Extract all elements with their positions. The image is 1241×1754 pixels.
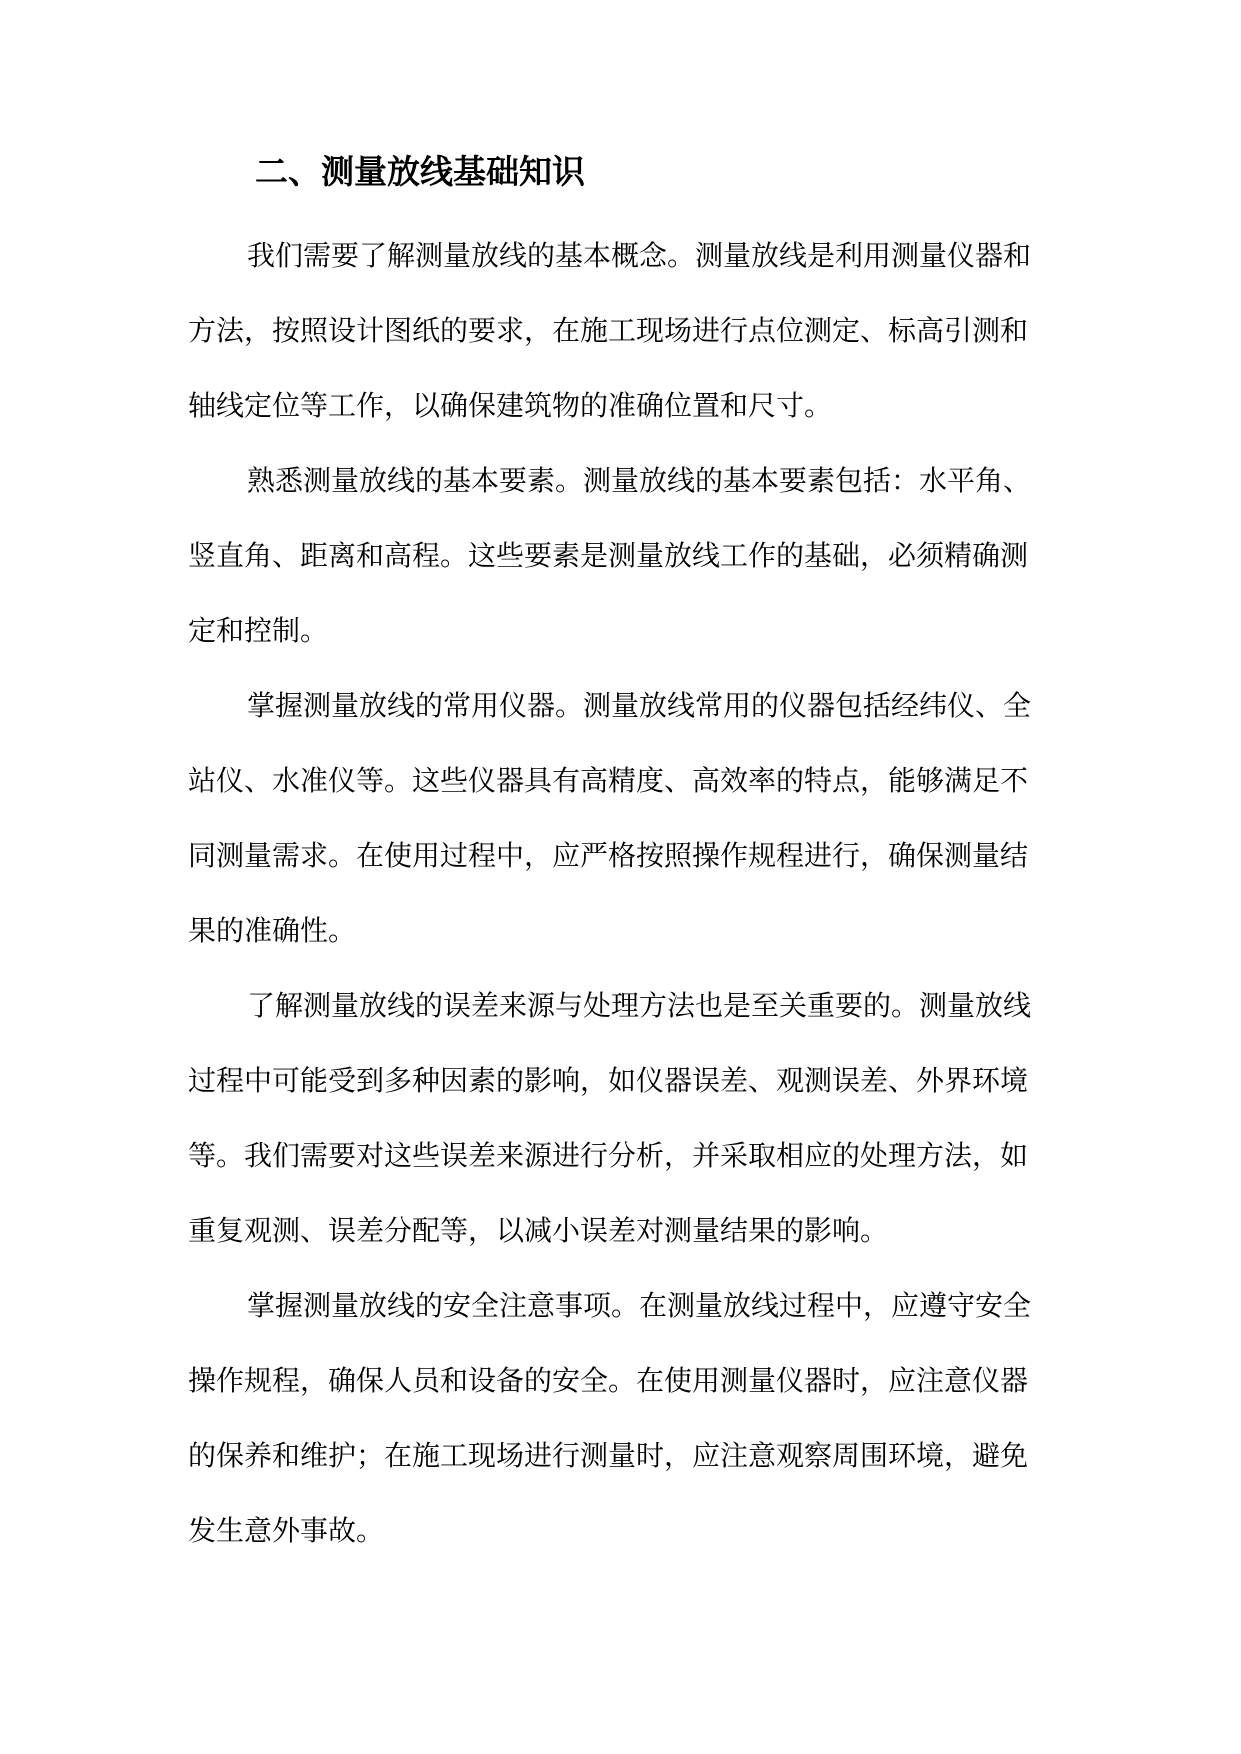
paragraph-4-line-2: 过程中可能受到多种因素的影响，如仪器误差、观测误差、外界环境 [188,1064,1029,1097]
paragraph-3-line-4: 果的准确性。 [188,914,357,947]
paragraph-5-line-1: 掌握测量放线的安全注意事项。在测量放线过程中，应遵守安全 [247,1289,1032,1322]
paragraph-2-line-2: 竖直角、距离和高程。这些要素是测量放线工作的基础，必须精确测 [188,539,1029,572]
paragraph-3-line-1: 掌握测量放线的常用仪器。测量放线常用的仪器包括经纬仪、全 [247,689,1032,722]
paragraph-4-line-3: 等。我们需要对这些误差来源进行分析，并采取相应的处理方法，如 [188,1139,1029,1172]
paragraph-2-line-1: 熟悉测量放线的基本要素。测量放线的基本要素包括：水平角、 [247,464,1032,497]
paragraph-5-line-4: 发生意外事故。 [188,1514,385,1547]
paragraph-1-line-1: 我们需要了解测量放线的基本概念。测量放线是利用测量仪器和 [247,239,1032,272]
paragraph-1-line-2: 方法，按照设计图纸的要求，在施工现场进行点位测定、标高引测和 [188,314,1029,347]
paragraph-3-line-2: 站仪、水准仪等。这些仪器具有高精度、高效率的特点，能够满足不 [188,764,1029,797]
paragraph-5-line-2: 操作规程，确保人员和设备的安全。在使用测量仪器时，应注意仪器 [188,1364,1029,1397]
section-heading: 二、测量放线基础知识 [255,152,585,191]
paragraph-4-line-4: 重复观测、误差分配等，以减小误差对测量结果的影响。 [188,1214,889,1247]
paragraph-1-line-3: 轴线定位等工作，以确保建筑物的准确位置和尺寸。 [188,389,833,422]
paragraph-3-line-3: 同测量需求。在使用过程中，应严格按照操作规程进行，确保测量结 [188,839,1029,872]
paragraph-2-line-3: 定和控制。 [188,614,329,647]
paragraph-4-line-1: 了解测量放线的误差来源与处理方法也是至关重要的。测量放线 [247,989,1032,1022]
paragraph-5-line-3: 的保养和维护；在施工现场进行测量时，应注意观察周围环境，避免 [188,1439,1029,1472]
